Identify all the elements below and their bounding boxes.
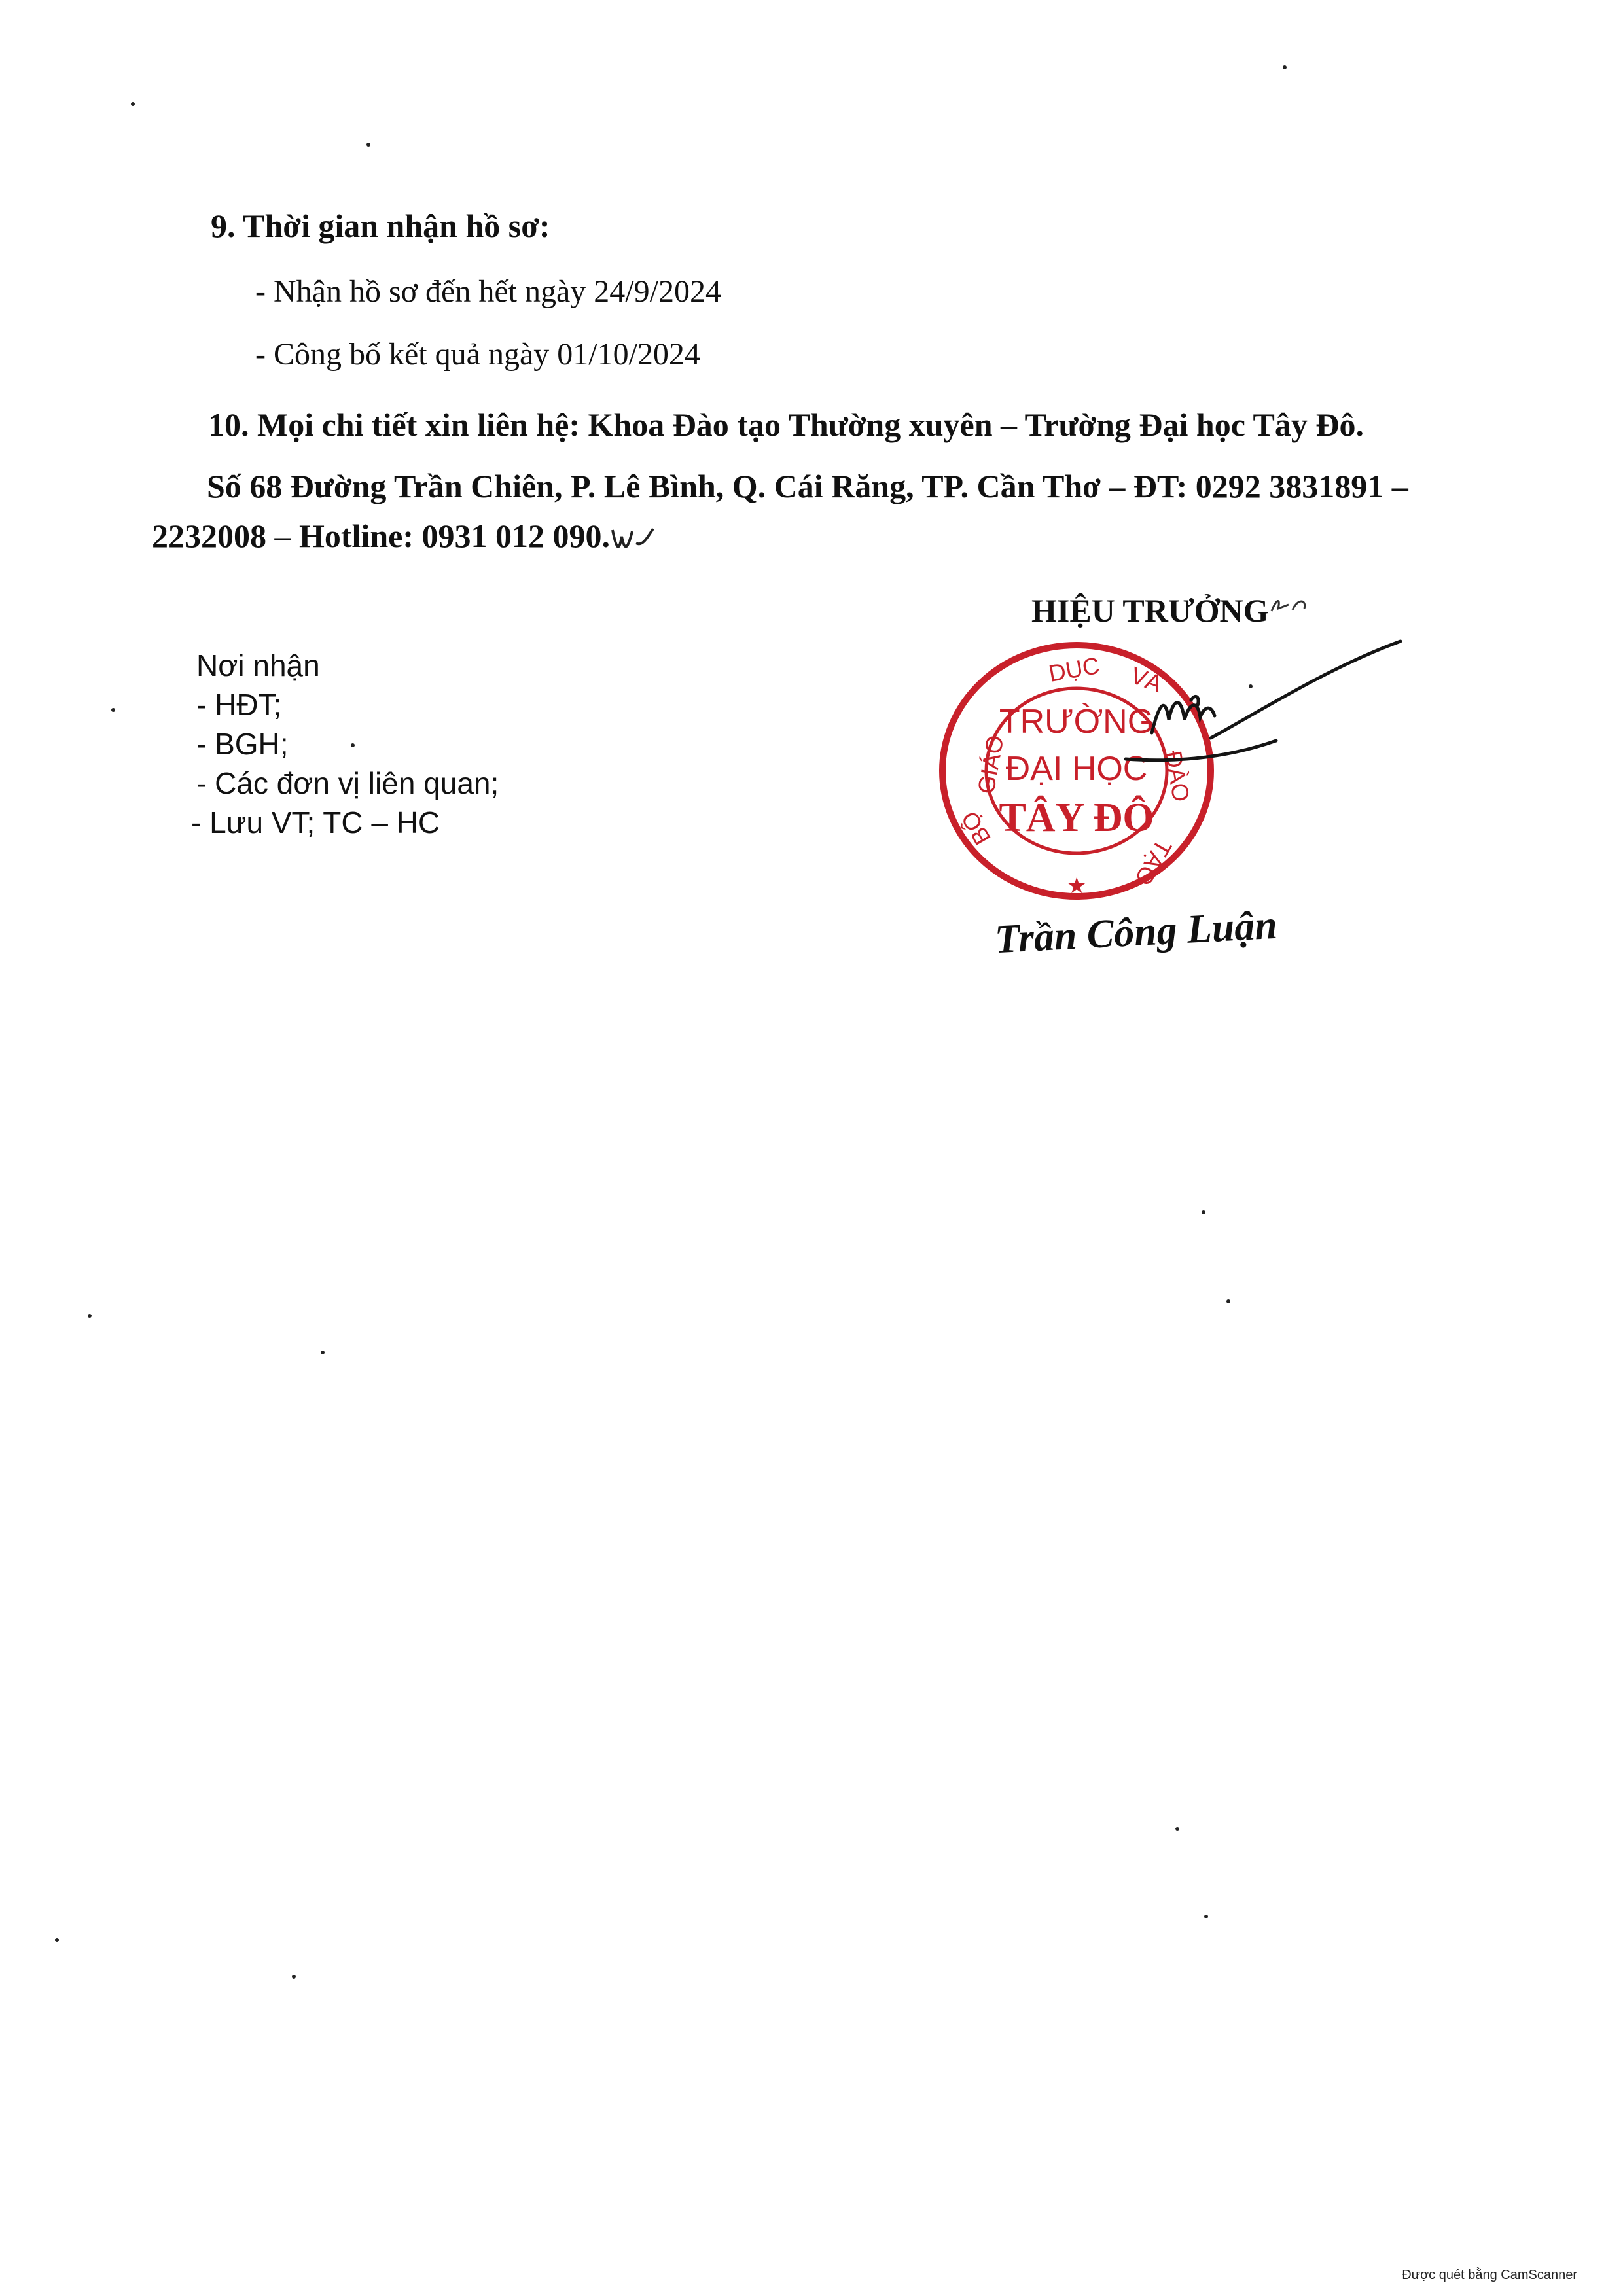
section-10-title: 10. Mọi chi tiết xin liên hệ: Khoa Đào tạo Thường xuyên – Trường Đại học Tây Đô. — [208, 406, 1364, 443]
scan-speck — [321, 1351, 325, 1354]
scan-speck — [292, 1975, 296, 1979]
signoff-title: HIỆU TRƯỞNG — [1031, 592, 1315, 629]
scan-speck — [351, 743, 355, 747]
recipient-item: - HĐT; — [196, 688, 282, 722]
initials-mark — [610, 523, 656, 556]
scan-speck — [1226, 1299, 1230, 1303]
scan-speck — [55, 1938, 59, 1942]
scan-speck — [1175, 1827, 1179, 1831]
svg-text:★: ★ — [1067, 874, 1087, 898]
svg-text:BỘ: BỘ — [955, 806, 996, 850]
scan-speck — [1202, 1210, 1205, 1214]
scan-speck — [88, 1314, 92, 1318]
scan-speck — [1283, 65, 1287, 69]
scan-speck — [111, 708, 115, 712]
stamp-line-1: TRƯỜNG — [999, 703, 1154, 741]
section-9-line-receive: - Nhận hồ sơ đến hết ngày 24/9/2024 — [255, 274, 721, 309]
scan-speck — [1204, 1915, 1208, 1918]
section-9-title: 9. Thời gian nhận hồ sơ: — [211, 207, 550, 244]
contact-hotline: 2232008 – Hotline: 0931 012 090. — [152, 517, 656, 556]
recipients-title: Nơi nhận — [196, 648, 320, 682]
stamp-line-2: ĐẠI HỌC — [1005, 750, 1148, 788]
recipient-item: - Các đơn vị liên quan; — [196, 766, 499, 800]
svg-text:DỤC: DỤC — [1046, 651, 1102, 687]
section-9-line-announce: - Công bố kết quả ngày 01/10/2024 — [255, 337, 700, 372]
recipient-item: - Lưu VT; TC – HC — [191, 805, 440, 839]
recipient-item: - BGH; — [196, 727, 289, 761]
scan-speck — [1249, 684, 1253, 688]
svg-text:GIÁO: GIÁO — [972, 733, 1009, 796]
svg-text:TẠO: TẠO — [1130, 835, 1177, 891]
signatory-name: Trần Công Luận — [993, 902, 1279, 963]
contact-address: Số 68 Đường Trần Chiên, P. Lê Bình, Q. Cái Răng, TP. Cần Thơ – ĐT: 0292 3831891 – — [207, 468, 1408, 504]
scan-speck — [131, 102, 135, 106]
scan-speck — [366, 143, 370, 147]
stamp-line-3: TÂY ĐÔ — [999, 796, 1154, 840]
scanner-footer: Được quét bằng CamScanner — [1402, 2268, 1577, 2282]
initials-mark — [1269, 592, 1315, 618]
svg-text:ĐÀO: ĐÀO — [1160, 749, 1196, 804]
handwritten-signature — [1113, 628, 1414, 798]
svg-text:VÀ: VÀ — [1127, 661, 1166, 698]
